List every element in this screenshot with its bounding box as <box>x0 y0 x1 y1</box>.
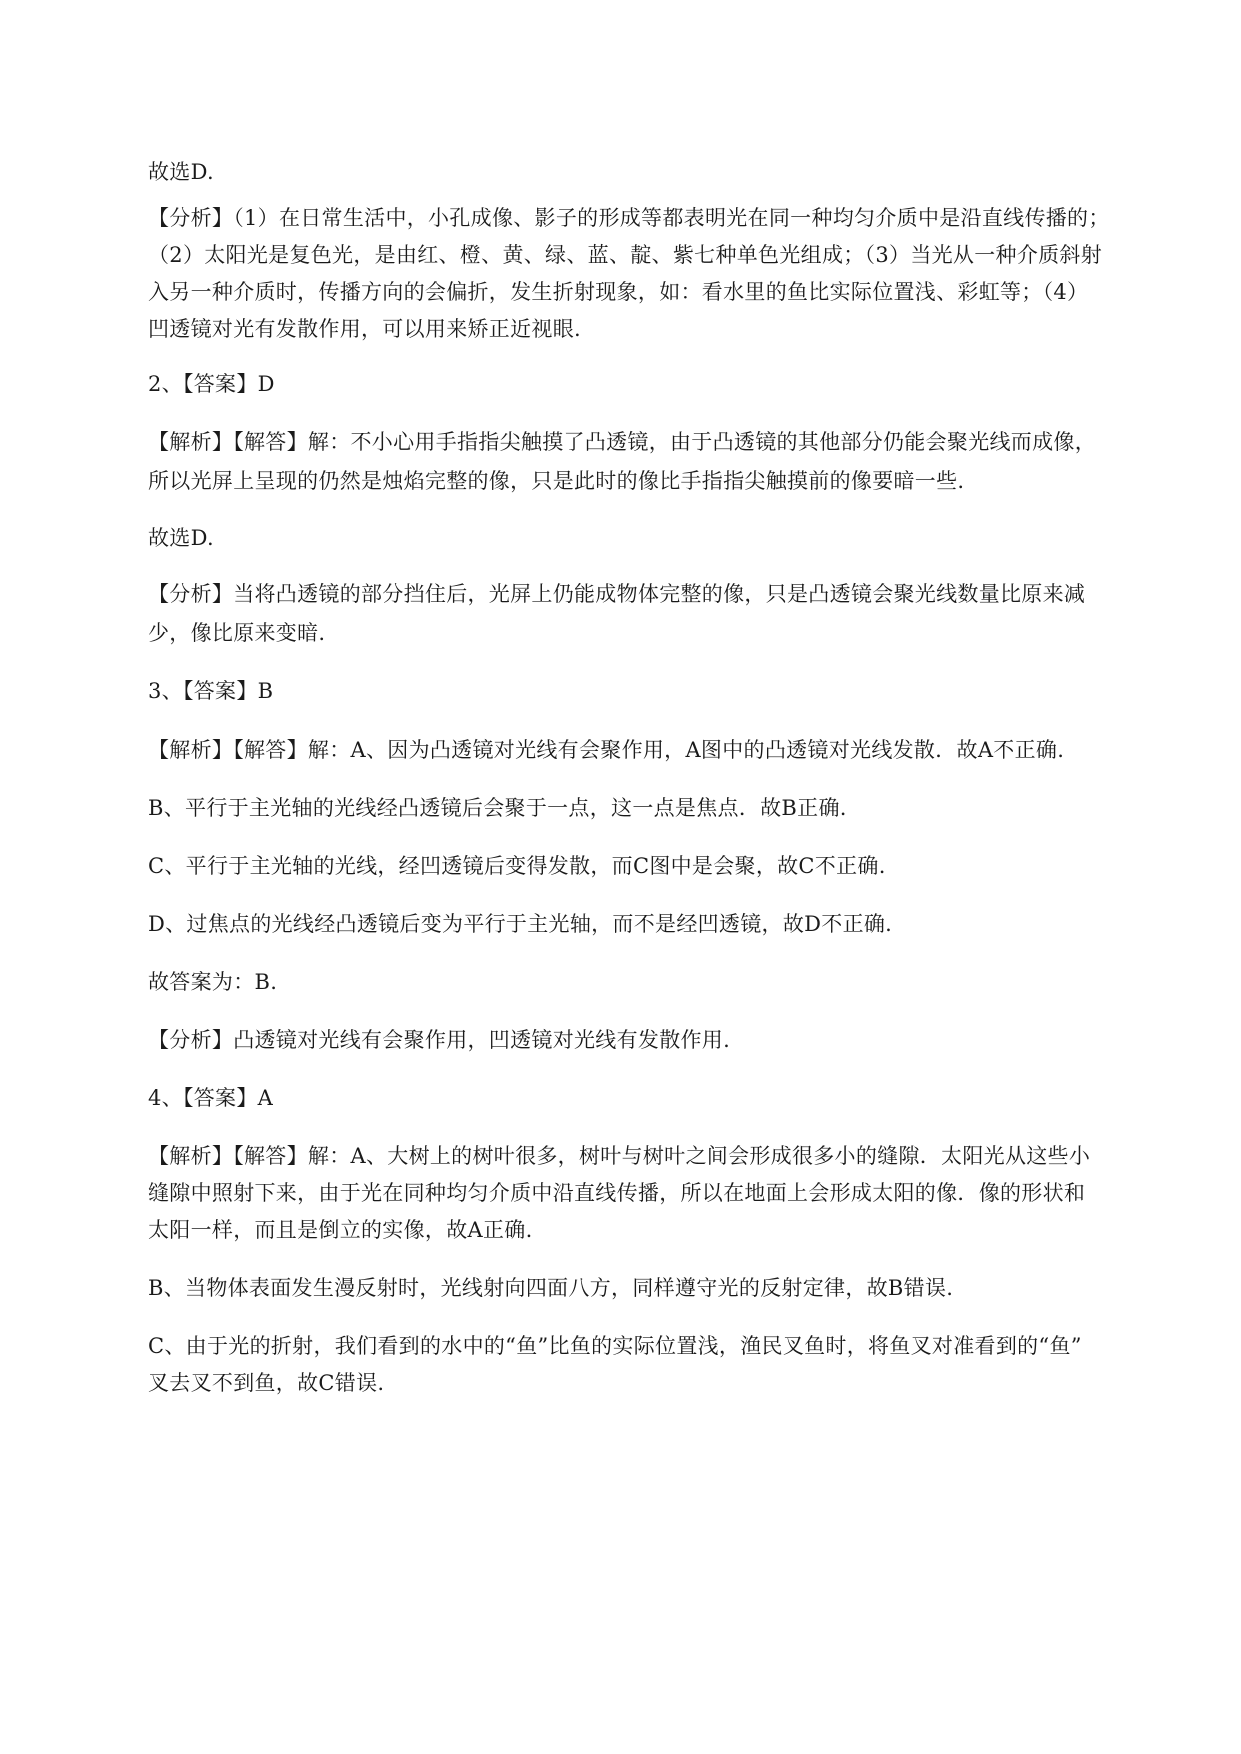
text-line: 2、【答案】D <box>148 372 275 396</box>
text-line: （2）太阳光是复色光，是由红、橙、黄、绿、蓝、靛、紫七种单色光组成；（3）当光从一种介质斜射 <box>148 243 1103 267</box>
text-line: 3、【答案】B <box>148 679 274 703</box>
text-line: 故选D. <box>148 160 214 184</box>
text-line: 故选D. <box>148 526 214 550</box>
text-line: 缝隙中照射下来，由于光在同种均匀介质中沿直线传播，所以在地面上会形成太阳的像．像的形状和 <box>148 1181 1086 1205</box>
text-line: 【分析】凸透镜对光线有会聚作用，凹透镜对光线有发散作用. <box>148 1028 731 1052</box>
text-line: C、由于光的折射，我们看到的水中的“鱼”比鱼的实际位置浅，渔民叉鱼时，将鱼叉对准看到的“鱼” <box>148 1334 1082 1358</box>
explanation-paragraph <box>148 1328 1168 1401</box>
text-line: 【解析】【解答】解：A、大树上的树叶很多，树叶与树叶之间会形成很多小的缝隙．太阳光从这些小 <box>148 1144 1091 1168</box>
explanation-paragraph <box>148 424 1168 499</box>
answer-heading <box>148 1080 1168 1116</box>
explanation-paragraph <box>148 906 1168 942</box>
text-line: B、平行于主光轴的光线经凸透镜后会聚于一点，这一点是焦点．故B正确. <box>148 796 847 820</box>
text-line: 凹透镜对光有发散作用，可以用来矫正近视眼. <box>148 317 581 341</box>
text-line: B、当物体表面发生漫反射时，光线射向四面八方，同样遵守光的反射定律，故B错误. <box>148 1276 954 1300</box>
text-line: D、过焦点的光线经凸透镜后变为平行于主光轴，而不是经凹透镜，故D不正确. <box>148 912 893 936</box>
text-line: 【分析】当将凸透镜的部分挡住后，光屏上仍能成物体完整的像，只是凸透镜会聚光线数量比原来减 <box>148 582 1086 606</box>
choice-conclusion <box>148 520 1168 556</box>
explanation-paragraph <box>148 1138 1168 1248</box>
explanation-paragraph <box>148 732 1168 768</box>
answer-heading <box>148 366 1168 402</box>
text-line: 所以光屏上呈现的仍然是烛焰完整的像，只是此时的像比手指指尖触摸前的像要暗一些. <box>148 469 965 493</box>
answer-heading <box>148 673 1168 709</box>
choice-conclusion <box>148 964 1168 1000</box>
analysis-paragraph <box>148 200 1168 347</box>
choice-conclusion <box>148 154 1168 190</box>
text-line: 【分析】（1）在日常生活中，小孔成像、影子的形成等都表明光在同一种均匀介质中是沿直线传播的； <box>148 206 1110 230</box>
text-line: 太阳一样，而且是倒立的实像，故A正确. <box>148 1218 533 1242</box>
explanation-paragraph <box>148 848 1168 884</box>
analysis-paragraph <box>148 1022 1168 1058</box>
explanation-paragraph <box>148 790 1168 826</box>
text-line: 少，像比原来变暗. <box>148 621 326 645</box>
text-line: 故答案为：B. <box>148 970 278 994</box>
text-line: 【解析】【解答】解：不小心用手指指尖触摸了凸透镜，由于凸透镜的其他部分仍能会聚光线而成像， <box>148 430 1096 454</box>
text-line: 【解析】【解答】解：A、因为凸透镜对光线有会聚作用，A图中的凸透镜对光线发散．故A不正确. <box>148 738 1065 762</box>
explanation-paragraph <box>148 1270 1168 1306</box>
text-line: C、平行于主光轴的光线，经凹透镜后变得发散，而C图中是会聚，故C不正确. <box>148 854 886 878</box>
analysis-paragraph <box>148 576 1168 651</box>
text-line: 叉去叉不到鱼，故C错误. <box>148 1371 385 1395</box>
text-line: 入另一种介质时，传播方向的会偏折，发生折射现象，如：看水里的鱼比实际位置浅、彩虹等；（4） <box>148 280 1089 304</box>
text-line: 4、【答案】A <box>148 1086 274 1110</box>
